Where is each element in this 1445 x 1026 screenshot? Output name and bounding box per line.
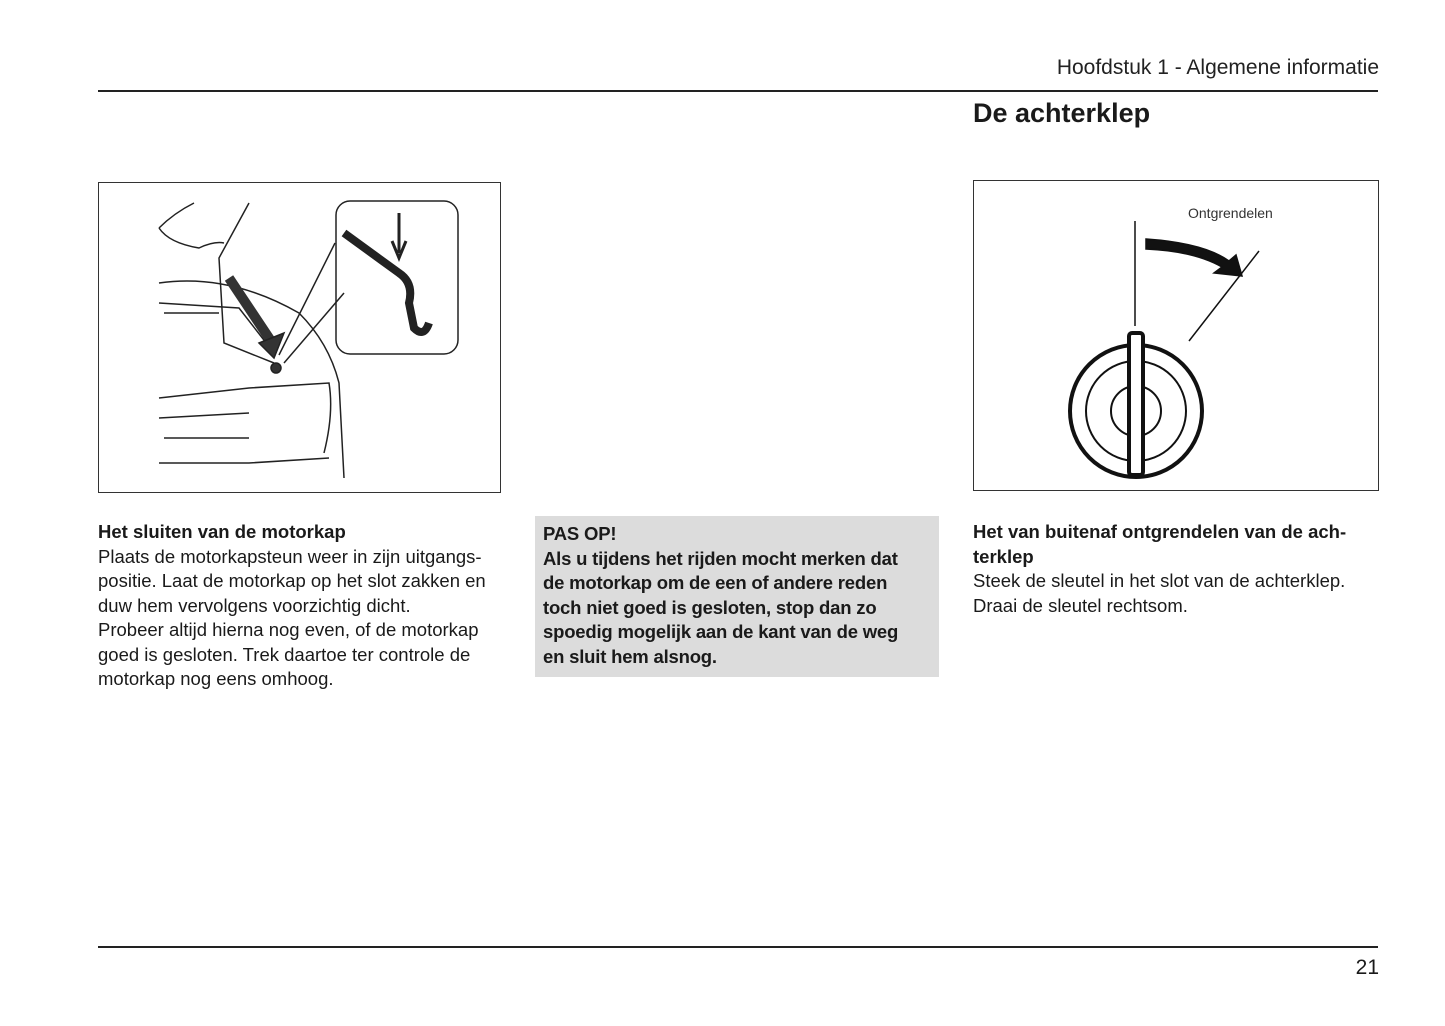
tailgate-unlock-heading: terklep: [973, 545, 1034, 567]
paragraph-line: goed is gesloten. Trek daartoe ter controle de: [98, 643, 471, 665]
bonnet-closing-section: [98, 520, 503, 692]
figure-caption: Ontgrendelen: [1188, 205, 1273, 221]
paragraph-line: Draai de sleutel rechtsom.: [973, 594, 1188, 616]
warning-line: toch niet goed is gesloten, stop dan zo: [543, 596, 877, 618]
warning-box: [535, 516, 939, 677]
bonnet-closing-heading: Het sluiten van de motorkap: [98, 521, 346, 542]
paragraph-line: Probeer altijd hierna nog even, of de motorkap: [98, 619, 479, 640]
paragraph-line: duw hem vervolgens voorzichtig dicht.: [98, 594, 411, 616]
bonnet-illustration: [98, 182, 501, 493]
paragraph-line: Steek de sleutel in het slot van de achterklep.: [973, 570, 1346, 591]
warning-line: en sluit hem alsnog.: [543, 645, 717, 667]
paragraph-line: positie. Laat de motorkap op het slot zakken en: [98, 570, 486, 591]
warning-title: PAS OP!: [543, 523, 617, 544]
tailgate-unlock-section: [973, 520, 1383, 618]
chapter-header: Hoofdstuk 1 - Algemene informatie: [1056, 56, 1379, 79]
page-number: 21: [1355, 956, 1379, 979]
tailgate-unlock-heading: Het van buitenaf ontgrendelen van de ach-: [973, 521, 1347, 542]
footer-rule: [98, 946, 1378, 948]
paragraph-line: motorkap nog eens omhoog.: [98, 668, 334, 689]
key-lock-illustration: [973, 180, 1379, 491]
header-rule: [98, 90, 1378, 92]
section-title: De achterklep: [973, 98, 1151, 128]
warning-line: Als u tijdens het rijden mocht merken dat: [543, 547, 898, 569]
paragraph-line: Plaats de motorkapsteun weer in zijn uitgangs-: [98, 545, 482, 567]
warning-line: de motorkap om de een of andere reden: [543, 572, 888, 593]
warning-line: spoedig mogelijk aan de kant van de weg: [543, 621, 899, 642]
